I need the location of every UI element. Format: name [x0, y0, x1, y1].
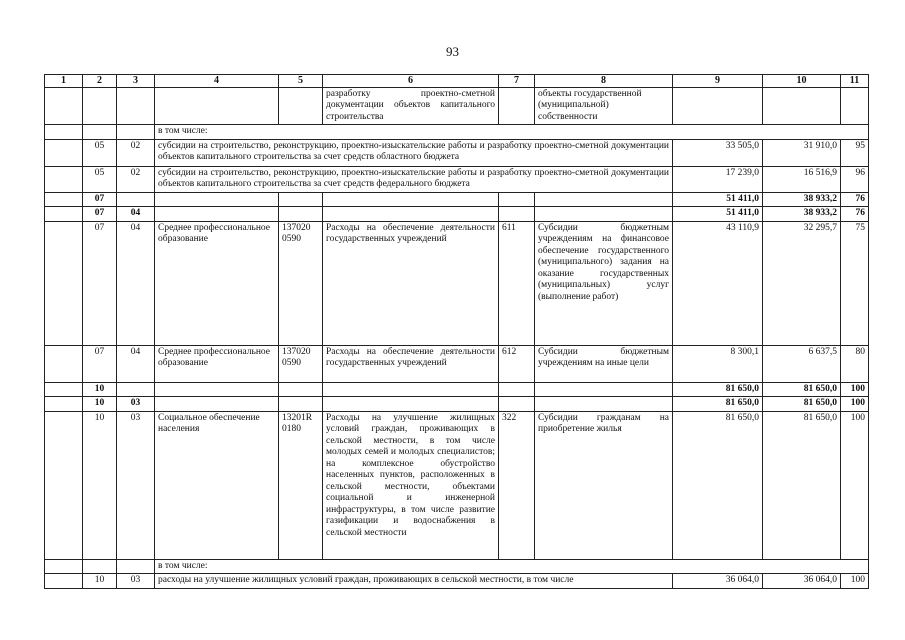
cell-expense-type: объекты государственной (муниципальной) собственности [535, 87, 673, 125]
cell-actual-amount: 6 637,5 [763, 345, 841, 382]
col-header: 1 [45, 75, 83, 88]
cell-subsection: 02 [117, 139, 155, 166]
cell-plan-amount: 81 650,0 [673, 397, 763, 412]
page-number: 93 [446, 44, 459, 59]
table-row-section-total [45, 192, 869, 207]
table-row-subsection-total [45, 207, 869, 222]
cell-actual-amount: 81 650,0 [763, 382, 841, 397]
cell-plan-amount: 51 411,0 [673, 207, 763, 222]
cell-description: Расходы на обеспечение деятельности государственных учреждений [323, 345, 499, 382]
col-header: 2 [83, 75, 117, 88]
cell-subsection: 03 [117, 397, 155, 412]
cell-description: субсидии на строительство, реконструкцию, проектно-изыскательские работы и разработку проектно-сметной документации объектов капитального строительства за счет средств федерального бюджета [155, 166, 673, 192]
col-header: 4 [155, 75, 279, 88]
cell-plan-amount: 36 064,0 [673, 574, 763, 589]
cell-description: Расходы на обеспечение деятельности государственных учреждений [323, 221, 499, 345]
table-row [45, 166, 869, 192]
cell-percent: 76 [841, 192, 869, 207]
table-row [45, 345, 869, 382]
cell-subsection: 03 [117, 411, 155, 559]
table-row-section-total [45, 382, 869, 397]
table-row [45, 574, 869, 589]
cell-plan-amount: 33 505,0 [673, 139, 763, 166]
cell-actual-amount: 81 650,0 [763, 397, 841, 412]
cell-percent: 100 [841, 397, 869, 412]
col-header: 11 [841, 75, 869, 88]
cell-plan-amount: 8 300,1 [673, 345, 763, 382]
including-label: в том числе: [155, 125, 869, 140]
cell-percent: 100 [841, 411, 869, 559]
table-row-continuation [45, 87, 869, 125]
cell-plan-amount: 51 411,0 [673, 192, 763, 207]
cell-target-code: 13201R 0180 [279, 411, 323, 559]
cell-plan-amount: 17 239,0 [673, 166, 763, 192]
budget-table [44, 74, 869, 589]
cell-percent: 95 [841, 139, 869, 166]
cell-percent: 76 [841, 207, 869, 222]
table-row-including [45, 125, 869, 140]
cell-percent: 80 [841, 345, 869, 382]
cell-section: 07 [83, 221, 117, 345]
cell-section: 10 [83, 574, 117, 589]
cell-percent: 96 [841, 166, 869, 192]
cell-expense-code: 322 [499, 411, 535, 559]
table-row-subsection-total [45, 397, 869, 412]
col-header: 9 [673, 75, 763, 88]
header-row [45, 75, 869, 88]
col-header: 6 [323, 75, 499, 88]
cell-description: субсидии на строительство, реконструкцию, проектно-изыскательские работы и разработку проектно-сметной документации объектов капитального строительства за счет средств областного бюджета [155, 139, 673, 166]
cell-section: 10 [83, 382, 117, 397]
table-row-including [45, 559, 869, 574]
cell-expense-type: Субсидии бюджетным учреждениям на иные цели [535, 345, 673, 382]
cell-percent: 75 [841, 221, 869, 345]
cell-plan-amount: 43 110,9 [673, 221, 763, 345]
table-row [45, 139, 869, 166]
cell-section: 07 [83, 345, 117, 382]
cell-expense-code: 611 [499, 221, 535, 345]
cell-section: 10 [83, 397, 117, 412]
cell-actual-amount: 81 650,0 [763, 411, 841, 559]
cell-name: Социальное обеспечение населения [155, 411, 279, 559]
cell-subsection: 04 [117, 345, 155, 382]
cell-subsection: 03 [117, 574, 155, 589]
cell-target-code: 137020 0590 [279, 345, 323, 382]
cell-actual-amount: 38 933,2 [763, 207, 841, 222]
col-header: 5 [279, 75, 323, 88]
cell-subsection: 04 [117, 221, 155, 345]
table-row [45, 411, 869, 559]
cell-description: расходы на улучшение жилищных условий граждан, проживающих в сельской местности, в том числе [155, 574, 673, 589]
cell-name: Среднее профессиональное образование [155, 221, 279, 345]
cell-expense-code: 612 [499, 345, 535, 382]
cell-plan-amount: 81 650,0 [673, 411, 763, 559]
cell-description: Расходы на улучшение жилищных условий граждан, проживающих в сельской местности, в том числе молодых семей и молодых специалистов; на комплексное обустройство населенных пунктов, расположенных в сельской местности, объектами социальной и инженерной инфраструктуры, в том числе развитие газификации и водоснабжения в сельской местности [323, 411, 499, 559]
cell-subsection: 04 [117, 207, 155, 222]
cell-percent: 100 [841, 382, 869, 397]
table-row [45, 221, 869, 345]
cell-actual-amount: 16 516,9 [763, 166, 841, 192]
cell-actual-amount: 32 295,7 [763, 221, 841, 345]
cell-section: 07 [83, 192, 117, 207]
cell-plan-amount: 81 650,0 [673, 382, 763, 397]
cell-subsection: 02 [117, 166, 155, 192]
cell-expense-type: Субсидии гражданам на приобретение жилья [535, 411, 673, 559]
cell-section: 07 [83, 207, 117, 222]
col-header: 10 [763, 75, 841, 88]
cell-section: 10 [83, 411, 117, 559]
col-header: 3 [117, 75, 155, 88]
cell-actual-amount: 38 933,2 [763, 192, 841, 207]
cell-percent: 100 [841, 574, 869, 589]
including-label: в том числе: [155, 559, 869, 574]
cell-name: Среднее профессиональное образование [155, 345, 279, 382]
col-header: 7 [499, 75, 535, 88]
cell-section: 05 [83, 166, 117, 192]
cell-actual-amount: 36 064,0 [763, 574, 841, 589]
col-header: 8 [535, 75, 673, 88]
cell-target-code: 137020 0590 [279, 221, 323, 345]
cell-actual-amount: 31 910,0 [763, 139, 841, 166]
cell-description: разработку проектно-сметной документации объектов капитального строительства [323, 87, 499, 125]
cell-expense-type: Субсидии бюджетным учреждениям на финансовое обеспечение государственного (муниципального) задания на оказание государственных (муниципальных) услуг (выполнение работ) [535, 221, 673, 345]
cell-section: 05 [83, 139, 117, 166]
